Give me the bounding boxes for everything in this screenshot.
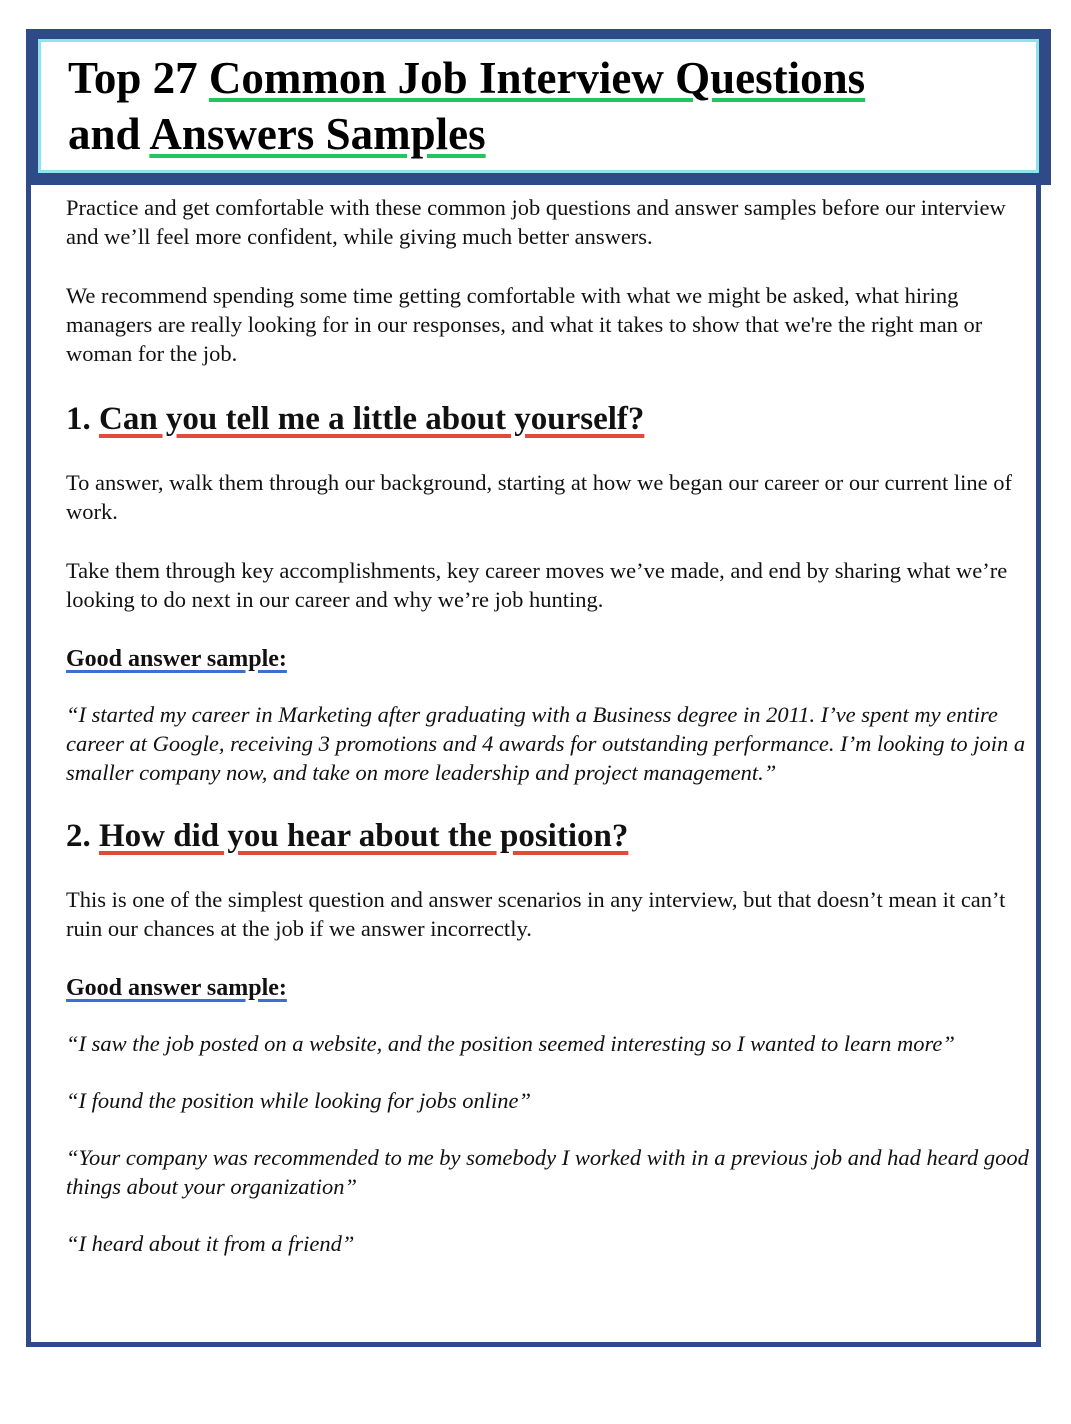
title-middle: and xyxy=(68,109,150,159)
question-2-heading xyxy=(66,815,1041,857)
intro-paragraph-1: Practice and get comfortable with these common job questions and answer samples before our interview and we’ll feel more confident, while giving much better answers. xyxy=(66,195,1006,249)
question-2-link[interactable]: How did you hear about the position? xyxy=(99,818,629,854)
question-1-paragraph-1: To answer, walk them through our background, starting at how we began our career or our current line of work. xyxy=(66,470,1012,524)
article-body xyxy=(66,193,1041,1286)
question-1-number: 1. xyxy=(66,401,99,437)
question-2-sample-answer-1: “I saw the job posted on a website, and the position seemed interesting so I wanted to learn more” xyxy=(66,1031,955,1056)
question-2-sample-heading xyxy=(66,973,1041,1003)
question-1-sample-answer: “I started my career in Marketing after graduating with a Business degree in 2011. I’ve spent my entire career at Google, receiving 3 promotions and 4 awards for outstanding performance. I’m looking to join a smaller company now, and take on more leadership and project management.” xyxy=(66,702,1026,785)
question-2-sample-answer-3: “Your company was recommended to me by somebody I worked with in a previous job and had heard good things about your organization” xyxy=(66,1145,1029,1199)
question-1-sample-label: Good answer sample: xyxy=(66,646,287,672)
title-box xyxy=(38,39,1039,173)
title-link-answers[interactable]: Answers Samples xyxy=(149,109,486,159)
question-2-number: 2. xyxy=(66,818,99,854)
page-title xyxy=(68,50,1036,162)
title-link-questions[interactable]: Common Job Interview Questions xyxy=(208,53,866,103)
intro-paragraph-2: We recommend spending some time getting comfortable with what we might be asked, what hiring managers are really looking for in our responses, and what it takes to show that we're the right man or woman for the job. xyxy=(66,283,983,366)
title-banner xyxy=(26,29,1051,185)
question-1-heading xyxy=(66,398,1041,440)
question-1-sample-heading xyxy=(66,644,1041,674)
question-1-paragraph-2: Take them through key accomplishments, key career moves we’ve made, and end by sharing what we’re looking to do next in our career and why we’re job hunting. xyxy=(66,558,1008,612)
question-2-sample-label: Good answer sample: xyxy=(66,975,287,1001)
question-2-paragraph-1: This is one of the simplest question and answer scenarios in any interview, but that doesn’t mean it can’t ruin our chances at the job if we answer incorrectly. xyxy=(66,887,1006,941)
title-prefix: Top 27 xyxy=(68,53,209,103)
question-2-sample-answer-2: “I found the position while looking for jobs online” xyxy=(66,1088,532,1113)
question-2-sample-answer-4: “I heard about it from a friend” xyxy=(66,1231,355,1256)
question-1-link[interactable]: Can you tell me a little about yourself? xyxy=(99,401,645,437)
